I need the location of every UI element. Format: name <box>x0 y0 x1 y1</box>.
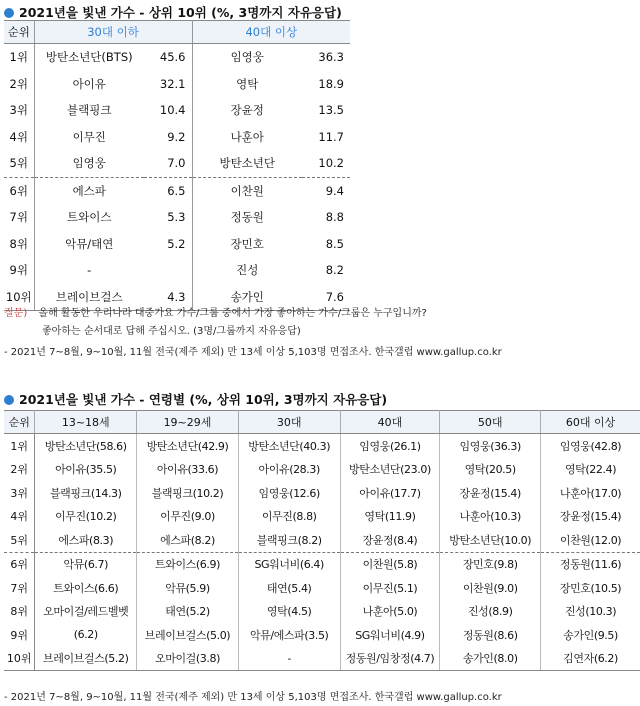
percent-value: 9.4 <box>302 177 350 204</box>
rank-cell: 3위 <box>4 481 35 505</box>
percent-value: 6.5 <box>144 177 192 204</box>
singer-cell: 영탁(11.9) <box>340 505 440 529</box>
singer-cell: 이무진(9.0) <box>137 505 239 529</box>
singer-cell: 영탁(22.4) <box>564 463 617 477</box>
bullet-dot-icon <box>4 395 14 405</box>
table-row <box>4 647 640 671</box>
singer-name: 악뮤/태연 <box>65 236 114 251</box>
percent-value: 36.3 <box>318 50 344 65</box>
singer-name: 트와이스 <box>67 210 112 225</box>
rank-cell: 2위 <box>4 458 35 482</box>
singer-name: 장민호 <box>230 236 264 251</box>
singer-cell: 에스파(8.2) <box>137 528 239 552</box>
percent-value: 10.4 <box>144 97 192 124</box>
rank-cell: 1위 <box>4 434 35 458</box>
rank-cell: 10위 <box>4 647 35 671</box>
singer-cell: 오마이걸/레드벨벳 <box>35 600 137 624</box>
percent-value: 32.1 <box>144 71 192 98</box>
singer-cell: 악뮤(6.7) <box>35 552 137 576</box>
percent-value: 11.7 <box>318 129 344 144</box>
singer-name: 임영웅 <box>230 50 264 65</box>
rank-cell: 8위 <box>4 600 35 624</box>
singer-cell: 나훈아(10.3) <box>440 505 541 529</box>
singer-name: 정동원 <box>230 210 264 225</box>
singer-cell: 이무진(8.8) <box>238 505 340 529</box>
singer-cell: SG워너비(4.9) <box>340 623 440 647</box>
singer-name: 이무진 <box>72 129 106 144</box>
singer-cell: 블랙핑크(10.2) <box>137 481 239 505</box>
singer-name: 블랙핑크 <box>67 103 112 118</box>
rank-cell: 5위 <box>4 528 35 552</box>
singer-cell: 장윤정(15.4) <box>440 481 541 505</box>
singer-name: 방탄소년단 <box>219 156 276 171</box>
singer-name: 이찬원 <box>192 177 302 204</box>
singer-cell: (6.2) <box>35 623 137 647</box>
singer-cell: 이무진(10.2) <box>35 505 137 529</box>
table-row <box>4 44 350 71</box>
singer-cell: 나훈아(5.0) <box>340 600 440 624</box>
singer-cell: 영탁(20.5) <box>440 458 541 482</box>
table-row <box>4 177 350 204</box>
singer-cell: 방탄소년단(42.9) <box>137 434 239 458</box>
singer-name: 송가인 <box>192 284 302 311</box>
rank-header: 순위 <box>4 21 34 44</box>
singer-cell: 임영웅(36.3) <box>440 434 541 458</box>
singer-cell: 이찬원(5.8) <box>340 552 440 576</box>
age-group-header: 60대 이상 <box>541 411 640 434</box>
singer-cell: 정동원/임창정(4.7) <box>340 647 440 671</box>
table-row <box>4 257 350 284</box>
percent-value: 8.5 <box>325 236 344 251</box>
table-row <box>4 150 350 177</box>
table-row <box>4 204 350 231</box>
singer-cell: 장민호(10.5) <box>559 581 622 595</box>
table-header-row <box>4 411 640 434</box>
table-row <box>4 505 640 529</box>
singer-cell: 방탄소년단(23.0) <box>340 458 440 482</box>
rank-cell: 6위 <box>4 552 35 576</box>
singer-cell: 김연자(6.2) <box>541 647 640 671</box>
group1-header: 30대 이하 <box>34 21 192 44</box>
singer-cell: 송가인(9.5) <box>563 628 618 642</box>
singer-cell: 정동원(8.6) <box>440 623 541 647</box>
rank-cell: 8위 <box>4 231 34 258</box>
singer-cell: 태연(5.4) <box>238 576 340 600</box>
singer-cell: 송가인(8.0) <box>440 647 541 671</box>
bullet-dot-icon <box>4 8 14 18</box>
singer-cell: 임영웅(12.6) <box>238 481 340 505</box>
singer-name: 장윤정 <box>230 103 264 118</box>
singer-cell: 브레이브걸스(5.2) <box>35 647 137 671</box>
table2-title: 2021년을 빛낸 가수 - 연령별 (%, 상위 10위, 3명까지 자유응답) <box>4 390 387 408</box>
singer-name: 방탄소년단(BTS) <box>45 50 133 65</box>
singer-cell: - <box>238 647 340 671</box>
table-row <box>4 231 350 258</box>
age-group-header: 13~18세 <box>35 411 137 434</box>
singer-cell: 장윤정(8.4) <box>340 528 440 552</box>
source-note-2: - 2021년 7~8월, 9~10월, 11월 전국(제주 제외) 만 13세 이상 5,103명 면접조사. 한국갤럽 www.gallup.co.kr <box>4 692 502 703</box>
singer-cell: 방탄소년단(10.0) <box>440 528 541 552</box>
singer-cell: 이찬원(12.0) <box>559 533 622 547</box>
singer-cell: 트와이스(6.6) <box>35 576 137 600</box>
singer-cell: 이무진(5.1) <box>340 576 440 600</box>
singer-name: 아이유 <box>72 76 106 91</box>
percent-value: 8.2 <box>325 263 344 278</box>
table-row <box>4 623 640 647</box>
table-row <box>4 71 350 98</box>
rank-cell: 5위 <box>4 150 34 177</box>
singer-cell: 악뮤(5.9) <box>137 576 239 600</box>
singer-cell: 나훈아(17.0) <box>559 486 622 500</box>
rank-cell: 10위 <box>4 284 34 311</box>
group2-header: 40대 이상 <box>192 21 350 44</box>
singer-name: 진성 <box>236 263 259 278</box>
age-group-header: 50대 <box>440 411 541 434</box>
table-header-row <box>4 21 350 44</box>
rank-cell: 9위 <box>4 257 34 284</box>
rank-cell: 4위 <box>4 505 35 529</box>
singer-name: 임영웅 <box>72 156 106 171</box>
singer-cell: 브레이브걸스(5.0) <box>137 623 239 647</box>
percent-value: 7.6 <box>302 284 350 311</box>
table1-title: 2021년을 빛낸 가수 - 상위 10위 (%, 3명까지 자유응답) <box>4 3 342 21</box>
percent-value: 5.3 <box>144 204 192 231</box>
rank-cell: 3위 <box>4 97 34 124</box>
singer-cell: 아이유(33.6) <box>137 458 239 482</box>
table-row <box>4 481 640 505</box>
singer-name: 나훈아 <box>230 129 264 144</box>
percent-value: 4.3 <box>144 284 192 311</box>
singer-cell: 트와이스(6.9) <box>137 552 239 576</box>
singer-cell: 영탁(4.5) <box>238 600 340 624</box>
table-row <box>4 528 640 552</box>
rank-cell: 1위 <box>4 44 34 71</box>
percent-value: 8.8 <box>325 210 344 225</box>
singer-cell: 태연(5.2) <box>137 600 239 624</box>
rank-header: 순위 <box>4 411 35 434</box>
singer-cell: 블랙핑크(14.3) <box>35 481 137 505</box>
singer-cell: 정동원(11.6) <box>541 552 640 576</box>
singer-cell: 진성(10.3) <box>564 605 617 619</box>
percent-value: 18.9 <box>318 76 344 91</box>
table-row <box>4 434 640 458</box>
singer-name: 브레이브걸스 <box>34 284 144 311</box>
table-row <box>4 576 640 600</box>
percent-value <box>144 257 192 284</box>
singer-cell: 이찬원(9.0) <box>440 576 541 600</box>
singer-cell: 임영웅(42.8) <box>559 439 622 453</box>
question-line-1: 질문) 올해 활동한 우리나라 대중가요 가수/그룹 중에서 가장 좋아하는 가수/그룹은 누구입니까? <box>4 308 427 319</box>
age-group-header: 30대 <box>238 411 340 434</box>
singer-cell: 장민호(9.8) <box>440 552 541 576</box>
age-group-table <box>4 410 640 671</box>
rank-cell: 4위 <box>4 124 34 151</box>
singer-cell: 장윤정(15.4) <box>559 510 622 524</box>
rank-cell: 7위 <box>4 204 34 231</box>
singer-cell: SG워너비(6.4) <box>238 552 340 576</box>
top10-table <box>4 20 350 311</box>
singer-name: 영탁 <box>236 76 259 91</box>
percent-value: 10.2 <box>318 156 344 171</box>
singer-cell: 아이유(35.5) <box>35 458 137 482</box>
question-line-2: 좋아하는 순서대로 답해 주십시오. (3명/그룹까지 자유응답) <box>42 326 301 337</box>
singer-cell: 방탄소년단(40.3) <box>238 434 340 458</box>
table-row <box>4 600 640 624</box>
rank-cell: 9위 <box>4 623 35 647</box>
age-group-header: 19~29세 <box>137 411 239 434</box>
singer-cell: 블랙핑크(8.2) <box>238 528 340 552</box>
singer-cell: 진성(8.9) <box>440 600 541 624</box>
singer-cell: 오마이걸(3.8) <box>137 647 239 671</box>
rank-cell: 2위 <box>4 71 34 98</box>
singer-cell: 방탄소년단(58.6) <box>35 434 137 458</box>
percent-value: 5.2 <box>144 231 192 258</box>
singer-cell: 아이유(17.7) <box>340 481 440 505</box>
percent-value: 7.0 <box>144 150 192 177</box>
table-row <box>4 552 640 576</box>
singer-cell: 임영웅(26.1) <box>340 434 440 458</box>
age-group-header: 40대 <box>340 411 440 434</box>
singer-name: 에스파 <box>34 177 144 204</box>
singer-cell: 악뮤/에스파(3.5) <box>238 623 340 647</box>
percent-value: 9.2 <box>144 124 192 151</box>
rank-cell: 6위 <box>4 177 34 204</box>
table-row <box>4 124 350 151</box>
singer-cell: 아이유(28.3) <box>238 458 340 482</box>
percent-value: 45.6 <box>144 44 192 71</box>
singer-name: - <box>87 263 92 278</box>
percent-value: 13.5 <box>318 103 344 118</box>
table-row <box>4 97 350 124</box>
rank-cell: 7위 <box>4 576 35 600</box>
singer-cell: 에스파(8.3) <box>35 528 137 552</box>
question-label: 질문) <box>4 308 28 319</box>
table-row <box>4 458 640 482</box>
source-note-1: - 2021년 7~8월, 9~10월, 11월 전국(제주 제외) 만 13세 이상 5,103명 면접조사. 한국갤럽 www.gallup.co.kr <box>4 347 502 358</box>
